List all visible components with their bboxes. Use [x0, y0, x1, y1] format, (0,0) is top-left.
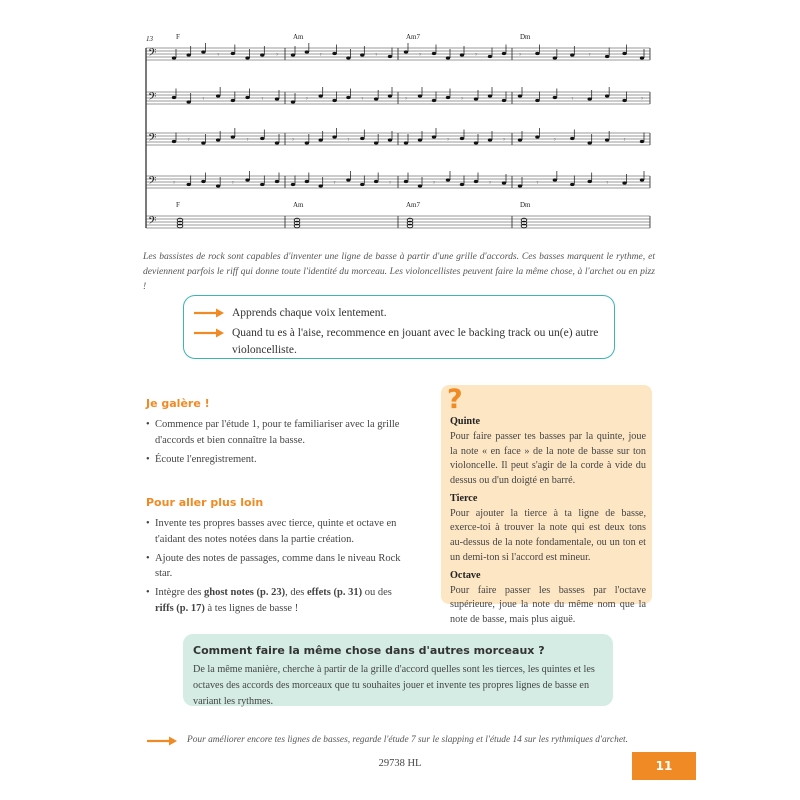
- ghost-notes-ref: ghost notes: [203, 587, 254, 598]
- note-head: [418, 184, 422, 187]
- note-head: [305, 180, 309, 183]
- list-item: • Écoute l'enregistrement.: [146, 452, 406, 468]
- rest-icon: 𝄾: [305, 95, 308, 103]
- how-box-title: Comment faire la même chose dans d'autres morceaux ?: [193, 644, 545, 657]
- note-head: [275, 180, 279, 183]
- plus-loin-title: Pour aller plus loin: [146, 496, 264, 509]
- tip-text: Pour faire passer tes basses par la quinte, joue la note « en face » de la note de basse sur ton violoncelle. Il peut s'agir de la corde à vide du dessus ou d'un doigté en barré.: [450, 430, 646, 487]
- note-head: [291, 53, 295, 56]
- chord-label: Dm: [520, 201, 531, 209]
- note-head: [360, 137, 364, 140]
- bass-clef-icon: 𝄢: [148, 132, 157, 147]
- rest-icon: 𝄾: [419, 51, 421, 59]
- bass-clef-icon: 𝄢: [148, 215, 157, 230]
- note-head: [172, 56, 176, 59]
- note-head: [201, 180, 205, 183]
- note-head: [275, 141, 279, 144]
- note-head: [260, 137, 264, 140]
- instruction-item: [194, 325, 612, 358]
- note-head: [404, 50, 408, 53]
- tip-text: Pour ajouter la tierce à ta ligne de basse, exerce-toi à trouver la note qui est deux tons au-dessus de la note fondamentale, ou un ton et un demi-ton si l'accord est mineur.: [450, 507, 646, 564]
- note-head: [535, 99, 539, 102]
- note-head: [535, 52, 539, 55]
- rest-icon: 𝄾: [361, 95, 364, 103]
- bass-clef-icon: 𝄢: [148, 175, 157, 190]
- riffs-ref: riffs: [155, 602, 174, 614]
- rest-icon: 𝄾: [292, 136, 294, 144]
- rest-icon: 𝄾: [606, 179, 609, 187]
- note-head: [332, 135, 336, 138]
- note-head: [187, 100, 191, 103]
- question-mark-icon: ?: [447, 384, 463, 415]
- rest-icon: 𝄾: [503, 136, 505, 144]
- note-head: [605, 94, 609, 97]
- note-head: [474, 97, 478, 100]
- note-head: [305, 141, 309, 144]
- bass-clef-icon: 𝄢: [148, 47, 157, 62]
- note-head: [231, 99, 235, 102]
- note-head: [605, 138, 609, 141]
- rest-icon: 𝄾: [276, 51, 278, 59]
- note-head: [201, 50, 205, 53]
- note-head: [216, 184, 220, 187]
- rest-icon: 𝄾: [536, 179, 539, 187]
- note-head: [432, 99, 436, 102]
- note-head: [291, 183, 295, 186]
- instruction-text: Quand tu es à l'aise, recommence en jouant avec le backing track ou un(e) autre violoncelliste.: [232, 327, 599, 356]
- rest-icon: 𝄾: [447, 136, 449, 144]
- rest-icon: 𝄾: [641, 95, 643, 103]
- rest-icon: 𝄾: [461, 95, 463, 103]
- footnote: [147, 733, 628, 747]
- rest-icon: 𝄾: [553, 136, 556, 144]
- rest-icon: 𝄾: [475, 51, 477, 59]
- note-head: [346, 178, 350, 181]
- tip-title: Quinte: [450, 416, 481, 427]
- note-head: [518, 138, 522, 141]
- instructions-box: [183, 295, 615, 359]
- note-head: [319, 138, 323, 141]
- list-item: [146, 585, 406, 617]
- note-head: [374, 97, 378, 100]
- chord-label: Am7: [406, 33, 420, 41]
- note-head: [332, 52, 336, 55]
- note-head: [360, 53, 364, 56]
- rest-icon: 𝄾: [433, 179, 435, 187]
- note-head: [605, 55, 609, 58]
- rest-icon: 𝄾: [347, 136, 350, 144]
- note-head: [260, 183, 264, 186]
- note-head: [502, 181, 506, 184]
- rest-icon: 𝄾: [588, 51, 591, 59]
- bass-clef-icon: 𝄢: [148, 91, 157, 106]
- note-head: [518, 184, 522, 187]
- note-head: [360, 183, 364, 186]
- how-box-text: De la même manière, cherche à partir de la grille d'accord quelles sont les tierces, les quintes et les octaves des accords des morceaux que tu souhaites jouer et invente tes propres lignes de basse en variant les rythmes.: [193, 664, 595, 707]
- chord-label: Dm: [520, 33, 531, 41]
- arrow-right-icon: [194, 327, 224, 339]
- tip-title: Tierce: [450, 492, 478, 504]
- chord-label: Am7: [406, 201, 420, 209]
- note-head: [474, 180, 478, 183]
- list-item: • Commence par l'étude 1, pour te familiariser avec la grille d'accords et bien connaître la basse.: [146, 417, 406, 449]
- rest-icon: 𝄾: [217, 51, 220, 59]
- effets-ref: effets: [306, 587, 331, 598]
- note-head: [553, 178, 557, 181]
- note-head: [201, 141, 205, 144]
- note-head: [374, 180, 378, 183]
- note-head: [570, 183, 574, 186]
- note-head: [291, 100, 295, 103]
- how-box: [183, 634, 613, 706]
- intro-paragraph: Les bassistes de rock sont capables d'inventer une ligne de basse à partir d'une grille d'accords. Ces basses marquent le rythme, et deviennent parfois le riff qui donne toute l'identité du morceau. Les violoncellistes peuvent faire la même chose, à l'archet ou en pizz !: [143, 251, 655, 292]
- tip-text: Pour faire passer les basses par l'octave supérieure, joue la note du même nom que la note de basse, mais plus aiguë.: [450, 584, 646, 626]
- note-head: [216, 138, 220, 141]
- note-head: [640, 56, 644, 59]
- note-head: [319, 184, 323, 187]
- note-head: [588, 141, 592, 144]
- rest-icon: 𝄾: [246, 136, 249, 144]
- note-head: [260, 53, 264, 56]
- rest-icon: 𝄾: [319, 51, 322, 59]
- measure-number: 13: [146, 35, 153, 43]
- text-run: à tes lignes de basse !: [204, 602, 299, 614]
- rest-icon: 𝄾: [489, 179, 491, 187]
- rest-icon: 𝄾: [333, 179, 336, 187]
- instruction-item: [194, 305, 612, 322]
- note-head: [622, 99, 626, 102]
- list-item: • Invente tes propres basses avec tierce, quinte et octave en t'aidant des notes notées dans la partie création.: [146, 516, 406, 548]
- rest-icon: 𝄾: [389, 179, 391, 187]
- rest-icon: 𝄾: [623, 136, 626, 144]
- note-head: [245, 178, 249, 181]
- rest-icon: 𝄾: [571, 95, 574, 103]
- note-head: [535, 135, 539, 138]
- rest-icon: 𝄾: [173, 179, 175, 187]
- text-run: Intègre des: [155, 587, 204, 598]
- note-head: [172, 96, 176, 99]
- instruction-text: Apprends chaque voix lentement.: [232, 307, 387, 319]
- note-head: [319, 94, 323, 97]
- note-head: [488, 138, 492, 141]
- plus-loin-list: [146, 516, 406, 617]
- note-head: [388, 55, 392, 58]
- text-run: , des: [285, 587, 307, 598]
- note-head: [446, 96, 450, 99]
- page-number: 11: [632, 752, 696, 780]
- page-ref: (p. 17): [173, 602, 205, 614]
- note-head: [404, 141, 408, 144]
- note-head: [588, 180, 592, 183]
- note-head: [432, 135, 436, 138]
- rest-icon: 𝄾: [187, 136, 190, 144]
- page-ref: (p. 23): [253, 587, 286, 598]
- je-galere-title: Je galère !: [146, 397, 210, 410]
- note-head: [346, 56, 350, 59]
- note-head: [275, 97, 279, 100]
- note-head: [570, 137, 574, 140]
- note-head: [216, 94, 220, 97]
- note-head: [570, 53, 574, 56]
- rest-icon: 𝄾: [261, 95, 264, 103]
- note-head: [245, 96, 249, 99]
- note-head: [460, 137, 464, 140]
- arrow-right-icon: [194, 307, 224, 319]
- note-head: [332, 99, 336, 102]
- note-head: [622, 52, 626, 55]
- music-score: [140, 30, 660, 235]
- note-head: [622, 181, 626, 184]
- note-head: [187, 183, 191, 186]
- footnote-text: Pour améliorer encore tes lignes de basses, regarde l'étude 7 sur le slapping et l'étude 14 sur les rythmiques d'archet.: [187, 735, 628, 745]
- note-head: [488, 55, 492, 58]
- note-head: [640, 178, 644, 181]
- note-head: [460, 183, 464, 186]
- note-head: [488, 94, 492, 97]
- chord-label: Am: [293, 33, 304, 41]
- note-head: [231, 52, 235, 55]
- note-head: [245, 56, 249, 59]
- je-galere-section: [146, 397, 406, 470]
- tip-title: Octave: [450, 569, 481, 581]
- chord-label: F: [176, 201, 180, 209]
- catalog-code: 29738 HL: [378, 758, 422, 769]
- plus-loin-section: [146, 496, 406, 620]
- rest-icon: 𝄾: [375, 51, 378, 59]
- rest-icon: 𝄾: [405, 95, 407, 103]
- note-head: [640, 140, 644, 143]
- note-head: [418, 94, 422, 97]
- note-head: [172, 140, 176, 143]
- note-head: [418, 138, 422, 141]
- note-head: [346, 96, 350, 99]
- note-head: [404, 180, 408, 183]
- list-item: • Ajoute des notes de passages, comme dans le niveau Rock star.: [146, 551, 406, 583]
- note-head: [518, 94, 522, 97]
- rest-icon: 𝄾: [519, 51, 521, 59]
- tip-content: [450, 414, 646, 631]
- note-head: [432, 52, 436, 55]
- note-head: [388, 94, 392, 97]
- note-head: [305, 50, 309, 53]
- note-head: [446, 178, 450, 181]
- note-head: [553, 96, 557, 99]
- page-ref: (p. 31): [330, 587, 363, 598]
- note-head: [588, 97, 592, 100]
- arrow-right-icon: [147, 735, 177, 747]
- note-head: [460, 53, 464, 56]
- rest-icon: 𝄾: [202, 95, 205, 103]
- tip-box: [441, 384, 652, 626]
- note-head: [231, 135, 235, 138]
- note-head: [187, 53, 191, 56]
- note-head: [502, 52, 506, 55]
- note-head: [474, 141, 478, 144]
- note-head: [374, 141, 378, 144]
- je-galere-list: [146, 417, 406, 467]
- rest-icon: 𝄾: [231, 179, 234, 187]
- chord-label: Am: [293, 201, 304, 209]
- chord-label: F: [176, 33, 180, 41]
- note-head: [502, 99, 506, 102]
- note-head: [446, 56, 450, 59]
- note-head: [553, 56, 557, 59]
- note-head: [388, 138, 392, 141]
- text-run: ou des: [362, 587, 392, 598]
